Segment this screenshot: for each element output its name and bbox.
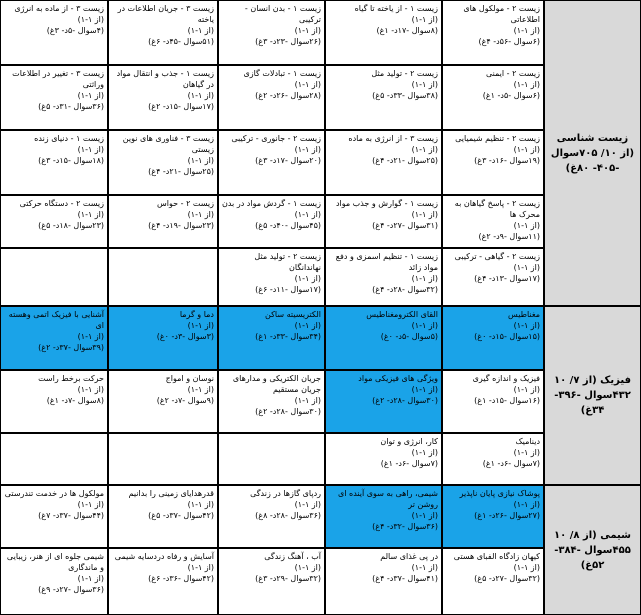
topic-title: مولکول ها در خدمت تندرستی — [4, 489, 104, 498]
topic-title: فیزیک و اندازه گیری — [472, 374, 540, 383]
topic-range: (از ۱-۱) — [513, 500, 540, 509]
topic-stats: (۶سوال -۵۶د- ۴غ) — [478, 37, 540, 46]
topic-range: (از ۱-۱) — [513, 563, 540, 572]
topic-stats: (۳۶سوال -۳۲د- ۴غ) — [372, 522, 438, 531]
topic-stats: (۱۶سوال -۱۵د- ۱غ) — [474, 396, 540, 405]
topic-title: زیست ۲ - دستگاه حرکتی — [19, 199, 104, 208]
topic-cell[interactable] — [325, 248, 442, 306]
topic-stats: (۳۰سوال -۲۸د- ۲غ) — [255, 407, 321, 416]
topic-title: مغناطیس — [508, 310, 540, 319]
topic-title: زیست ۱ - تبادلات گازی — [243, 69, 321, 78]
topic-cell[interactable] — [442, 0, 544, 65]
topic-range: (از ۱-۱) — [187, 563, 214, 572]
topic-title: ردپای گازها در زندگی — [250, 489, 321, 498]
topic-title: زیست ۲ - تولید مثل — [371, 69, 438, 78]
topic-range: (از ۱-۱) — [77, 91, 104, 100]
topic-cell[interactable] — [442, 65, 544, 130]
topic-cell[interactable] — [218, 485, 325, 548]
topic-title: ویژگی های فیزیکی مواد — [358, 374, 438, 383]
topic-range: (از ۱-۱) — [187, 156, 214, 165]
section-header — [544, 306, 641, 485]
topic-cell[interactable] — [0, 370, 108, 433]
topic-cell[interactable] — [218, 65, 325, 130]
topic-title: زیست ۲ - ایمنی — [485, 69, 540, 78]
topic-stats: (۱۹سوال -۱۶د- ۳غ) — [474, 156, 540, 165]
topic-title: زیست ۱ - گردش مواد در بدن — [221, 199, 321, 208]
topic-title: کیهان زادگاه الفبای هستی — [453, 552, 540, 561]
topic-title: آب ، آهنگ زندگی — [264, 552, 321, 561]
topic-cell[interactable] — [218, 548, 325, 615]
topic-range: (از ۱-۱) — [513, 145, 540, 154]
section-header — [544, 485, 641, 615]
topic-cell[interactable] — [442, 306, 544, 370]
topic-cell[interactable] — [325, 130, 442, 195]
topic-cell[interactable] — [0, 306, 108, 370]
topic-range: (از ۱-۱) — [187, 26, 214, 35]
topic-title: زیست ۱ - از یاخته تا گیاه — [354, 4, 438, 13]
topic-range: (از ۱-۱) — [77, 332, 104, 341]
topic-stats: (۳۶سوال -۲۷د- ۹غ) — [38, 585, 104, 594]
topic-title: زیست ۳ - از ماده به انرژی — [14, 4, 104, 13]
topic-range: (از ۱-۱) — [513, 385, 540, 394]
topic-title: زیست ۳ - از انرژی به ماده — [348, 134, 438, 143]
topic-range: (از ۱-۱) — [77, 145, 104, 154]
topic-range: (از ۱-۱) — [513, 321, 540, 330]
topic-stats: (۳۱سوال -۲۷د- ۴غ) — [372, 221, 438, 230]
topic-cell[interactable] — [218, 370, 325, 433]
topic-cell[interactable] — [442, 248, 544, 306]
topic-cell[interactable] — [218, 306, 325, 370]
topic-cell[interactable] — [218, 130, 325, 195]
topic-cell[interactable] — [108, 485, 218, 548]
section-title: زیست شناسی (از ۱۰/ ۷۰۵سوال -۴۰۵- ۸۰غ) — [550, 132, 635, 174]
topic-title: حرکت برخط راست — [38, 374, 104, 383]
topic-range: (از ۱-۱) — [187, 91, 214, 100]
topic-cell[interactable] — [108, 306, 218, 370]
topic-stats: (۸سوال -۱۷د- ۱غ) — [376, 26, 438, 35]
topic-cell[interactable] — [325, 370, 442, 433]
topic-title: در پی غذای سالم — [380, 552, 438, 561]
topic-cell[interactable] — [0, 0, 108, 65]
topic-stats: (۴۲سوال -۳۶د- ۶غ) — [148, 574, 214, 583]
topic-range: (از ۱-۱) — [411, 511, 438, 520]
topic-range: (از ۱-۱) — [294, 80, 321, 89]
topic-stats: (۲۳سوال -۱۸د- ۵غ) — [38, 221, 104, 230]
topic-cell[interactable] — [218, 248, 325, 306]
topic-title: زیست ۲ - حواس — [157, 199, 214, 208]
topic-cell[interactable] — [442, 548, 544, 615]
topic-range: (از ۱-۱) — [77, 210, 104, 219]
topic-range: (از ۱-۱) — [187, 210, 214, 219]
topic-stats: (۲۵سوال -۲۱د- ۴غ) — [372, 156, 438, 165]
topic-stats: (۳۴سوال -۳۳د- ۱غ) — [255, 332, 321, 341]
topic-title: آشنایی با فیزیک اتمی وهسته ای — [8, 310, 104, 330]
topic-range: (از ۱-۱) — [77, 385, 104, 394]
topic-cell[interactable] — [218, 0, 325, 65]
topic-range: (از ۱-۱) — [411, 15, 438, 24]
topic-stats: (۱۷سوال -۱۵د- ۲غ) — [148, 102, 214, 111]
topic-stats: (۱۸سوال -۱۵د- ۳غ) — [38, 156, 104, 165]
topic-stats: (۳۲سوال -۲۹د- ۳غ) — [255, 574, 321, 583]
topic-stats: (۳۲سوال -۲۸د- ۴غ) — [372, 285, 438, 294]
topic-title: زیست ۲ - مولکول های اطلاعاتی — [463, 4, 540, 24]
topic-stats: (۴۵سوال -۴۰د- ۵غ) — [255, 221, 321, 230]
topic-stats: (۲۸سوال -۲۶د- ۲غ) — [255, 91, 321, 100]
topic-stats: (۴۲سوال -۳۷د- ۵غ) — [148, 511, 214, 520]
topic-range: (از ۱-۱) — [187, 385, 214, 394]
topic-cell[interactable] — [325, 548, 442, 615]
topic-title: دینامیک — [515, 437, 540, 446]
topic-cell[interactable] — [108, 0, 218, 65]
topic-cell[interactable] — [442, 370, 544, 433]
topic-stats: (۲۳سوال -۱۹د- ۴غ) — [148, 221, 214, 230]
topic-stats: (۳۰سوال -۲۸د- ۲غ) — [372, 396, 438, 405]
topic-stats: (۳۹سوال -۳۷د- ۲غ) — [38, 343, 104, 352]
topic-title: زیست ۱ - تنظیم اسمزی و دفع مواد زائد — [335, 252, 438, 272]
topic-stats: (۱۱سوال -۹د- ۲غ) — [478, 232, 540, 241]
topic-stats: (۴سوال -۵د- ۳غ) — [46, 26, 104, 35]
topic-cell[interactable] — [325, 485, 442, 548]
topic-stats: (۷سوال -۶د- ۱غ) — [482, 459, 540, 468]
topic-stats: (۳۶سوال -۲۸د- ۸غ) — [255, 511, 321, 520]
topic-stats: (۱۵سوال -۱۵د- ۰غ) — [474, 332, 540, 341]
topic-cell[interactable] — [0, 65, 108, 130]
topic-title: زیست ۱ - بدن انسان - ترکیبی — [244, 4, 321, 24]
topic-title: آسایش و رفاه دردسایه شیمی — [114, 552, 214, 561]
topic-range: (از ۱-۱) — [513, 221, 540, 230]
section-title: فیزیک (از ۷/ ۱۰ ۴۳۲سوال -۳۹۶- ۳۴غ) — [553, 375, 632, 416]
topic-stats: (۴۴سوال -۳۷د- ۷غ) — [38, 511, 104, 520]
topic-cell[interactable] — [108, 370, 218, 433]
topic-cell[interactable] — [325, 195, 442, 248]
topic-range: (از ۱-۱) — [411, 321, 438, 330]
topic-range: (از ۱-۱) — [411, 274, 438, 283]
topic-range: (از ۱-۱) — [411, 145, 438, 154]
topic-stats: (۳۲سوال -۲۷د- ۵غ) — [474, 574, 540, 583]
topic-cell[interactable] — [325, 306, 442, 370]
topic-title: القای الکترومغناطیس — [366, 310, 438, 319]
topic-range: (از ۱-۱) — [411, 448, 438, 457]
topic-title: پوشاک نیازی پایان ناپذیر — [459, 489, 540, 498]
topic-stats: (۱۷سوال -۱۳د- ۴غ) — [474, 274, 540, 283]
topic-range: (از ۱-۱) — [77, 15, 104, 24]
empty-cell — [108, 248, 218, 306]
topic-cell[interactable] — [325, 65, 442, 130]
topic-stats: (۲۰سوال -۱۷د- ۳غ) — [255, 156, 321, 165]
topic-title: شیمی جلوه ای از هنر، زیبایی و ماندگاری — [6, 552, 104, 572]
topic-range: (از ۱-۱) — [77, 574, 104, 583]
topic-range: (از ۱-۱) — [187, 321, 214, 330]
topic-stats: (۷سوال -۶د- ۱غ) — [380, 459, 438, 468]
topic-range: (از ۱-۱) — [513, 26, 540, 35]
topic-range: (از ۱-۱) — [294, 210, 321, 219]
topic-range: (از ۱-۱) — [294, 274, 321, 283]
topic-cell[interactable] — [325, 0, 442, 65]
topic-range: (از ۱-۱) — [77, 500, 104, 509]
topic-cell[interactable] — [0, 485, 108, 548]
topic-cell[interactable] — [442, 195, 544, 248]
topic-stats: (۵سوال -۵د- ۰غ) — [380, 332, 438, 341]
topic-cell[interactable] — [108, 65, 218, 130]
topic-range: (از ۱-۱) — [294, 145, 321, 154]
topic-stats: (۳۸سوال -۳۳د- ۵غ) — [372, 91, 438, 100]
topic-cell[interactable] — [0, 195, 108, 248]
topic-title: شیمی، راهی به سوی آینده ای روشن تر — [337, 489, 438, 509]
topic-range: (از ۱-۱) — [411, 385, 438, 394]
topic-title: زیست ۱ - دنیای زنده — [34, 134, 104, 143]
topic-title: جریان الکتریکی و مدارهای جریان مستقیم — [232, 374, 321, 394]
topic-title: زیست ۲ - تولید مثل نهاندانگان — [254, 252, 321, 272]
section-header — [544, 0, 641, 306]
topic-title: نوسان و امواج — [165, 374, 214, 383]
empty-cell — [108, 433, 218, 485]
topic-title: الکتریسیته ساکن — [265, 310, 321, 319]
topic-title: زیست ۲ - جانوری - ترکیبی — [231, 134, 321, 143]
topic-cell[interactable] — [218, 195, 325, 248]
topic-title: زیست ۱ - جذب و انتقال مواد در گیاهان — [116, 69, 214, 89]
topic-stats: (۶سوال -۵د- ۱غ) — [482, 91, 540, 100]
topic-range: (از ۱-۱) — [411, 210, 438, 219]
topic-stats: (۴۱سوال -۳۷د- ۴غ) — [372, 574, 438, 583]
topic-range: (از ۱-۱) — [411, 80, 438, 89]
topic-title: زیست ۳ - فناوری های نوین زیستی — [122, 134, 214, 154]
topic-title: زیست ۳ - تغییر در اطلاعات وراثتی — [12, 69, 104, 89]
topic-cell[interactable] — [442, 433, 544, 485]
topic-cell[interactable] — [0, 548, 108, 615]
topic-cell[interactable] — [442, 130, 544, 195]
topic-title: کار، انرژی و توان — [380, 437, 438, 446]
topic-stats: (۳سوال -۳د- ۰غ) — [156, 332, 214, 341]
topic-cell[interactable] — [0, 130, 108, 195]
topic-title: زیست ۲ - گیاهی - ترکیبی — [454, 252, 540, 261]
topic-range: (از ۱-۱) — [294, 563, 321, 572]
topic-cell[interactable] — [108, 548, 218, 615]
topic-stats: (۵۱سوال -۴۵د- ۶غ) — [148, 37, 214, 46]
topic-title: زیست ۱ - گوارش و جذب مواد — [335, 199, 438, 208]
topic-range: (از ۱-۱) — [411, 563, 438, 572]
topic-cell[interactable] — [442, 485, 544, 548]
topic-stats: (۱۷سوال -۱۱د- ۶غ) — [255, 285, 321, 294]
topic-cell[interactable] — [108, 130, 218, 195]
topic-range: (از ۱-۱) — [513, 80, 540, 89]
topic-range: (از ۱-۱) — [294, 500, 321, 509]
section-title: شیمی (از ۸/ ۱۰ ۴۵۵سوال -۳۸۴- ۵۲غ) — [554, 529, 631, 571]
empty-cell — [0, 248, 108, 306]
topic-stats: (۲۵سوال -۲۱د- ۴غ) — [148, 167, 214, 176]
topic-range: (از ۱-۱) — [294, 26, 321, 35]
topic-stats: (۹سوال -۷د- ۲غ) — [156, 396, 214, 405]
topic-stats: (۳۶سوال -۳۱د- ۵غ) — [38, 102, 104, 111]
topic-cell[interactable] — [108, 195, 218, 248]
topic-range: (از ۱-۱) — [187, 500, 214, 509]
topic-stats: (۲۷سوال -۲۶د- ۱غ) — [474, 511, 540, 520]
topic-stats: (۸سوال -۷د- ۱غ) — [46, 396, 104, 405]
topic-cell[interactable] — [325, 433, 442, 485]
topic-range: (از ۱-۱) — [294, 396, 321, 405]
empty-cell — [0, 433, 108, 485]
topic-range: (از ۱-۱) — [294, 321, 321, 330]
topic-title: زیست ۲ - پاسخ گیاهان به محرک ها — [454, 199, 540, 219]
topic-title: زیست ۳ - جریان اطلاعات در یاخته — [117, 4, 214, 24]
topic-title: قدرهدایای زمینی را بدانیم — [128, 489, 214, 498]
topic-stats: (۲۶سوال -۲۳د- ۳غ) — [255, 37, 321, 46]
topic-range: (از ۱-۱) — [513, 448, 540, 457]
topic-range: (از ۱-۱) — [513, 263, 540, 272]
empty-cell — [218, 433, 325, 485]
topic-title: دما و گرما — [179, 310, 214, 319]
topic-title: زیست ۲ - تنظیم شیمیایی — [455, 134, 540, 143]
